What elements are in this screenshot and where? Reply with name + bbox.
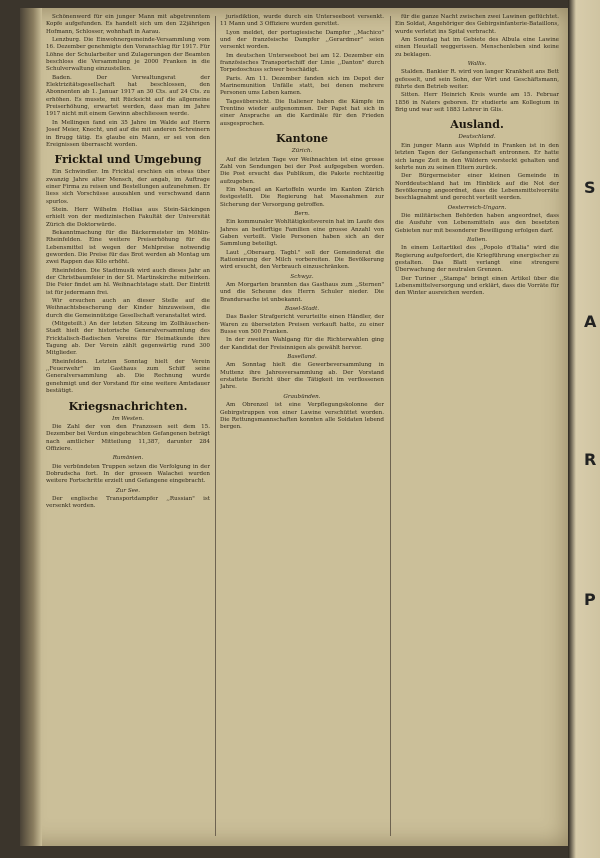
subsection-heading: Deutschland. — [458, 134, 496, 141]
section-heading: Ausland. — [450, 118, 504, 132]
article-paragraph: Das Basler Strafgericht verurteilte einen Händler, der Waren zu übersetzten Preisen verkauft hatte, zu einer Busse von 500 Franken. — [220, 314, 384, 336]
column-left — [46, 14, 210, 840]
article-paragraph: Bekanntmachung für die Bäckermeister im Möhlin-Rheinfelden. Eine weitere Preiserhöhung für die Lebensmittel ist wegen der Mehlpreise notwendig geworden. Die Preise für das Brot werden ab Montag um zwei Rappen das Kilo erhöht. — [46, 229, 210, 266]
subsection-heading: Bern. — [294, 210, 310, 217]
article-paragraph: jurisdiktion, wurde durch ein Unterseeboot versenkt. 11 Mann und 3 Offiziere wurden gerettet. — [220, 14, 384, 28]
article-paragraph: Die verbündeten Truppen setzen die Verfolgung in der Dobrudscha fort. In der grossen Walachei wurden weitere Fortschritte erzielt und Gefangene eingebracht. — [46, 463, 210, 485]
subsection-heading: Rumänien. — [112, 455, 144, 462]
section-heading: Kantone — [275, 132, 329, 146]
article-paragraph: In einem Leitartikel des ,,Popolo d'Italia" wird die Regierung aufgefordert, die Kriegführung energischer zu gestalten. Das Blatt verlangt eine strengere Überwachung der neutralen Grenzen. — [395, 245, 559, 274]
subsection-heading: Baselland. — [287, 354, 317, 361]
article-paragraph: Lyon meldet, der portugiesische Dampfer ,,Machico" und der französische Dampfer ,,Gerardmer" seien versenkt worden. — [220, 29, 384, 51]
column-rule — [390, 16, 391, 836]
article-paragraph: In der zweiten Wahlgang für die Richterwahlen ging der Kandidat der Freisinnigen als gewählt hervor. — [220, 337, 384, 351]
article-paragraph: (Mitgeteilt.) An der letzten Sitzung im Zollhäuschen-Stadt hielt der historische Generalversammlung des Fricktalisch-Badischen Vereins für Heimatkunde ihre Tagung ab. Der Verein zählt gegenwärtig rund 300 Mitglieder. — [46, 321, 210, 357]
edge-letter: S — [584, 178, 596, 197]
subsection-heading: Im Westen. — [112, 415, 144, 422]
subsection-heading: Zur See. — [115, 487, 141, 494]
article-paragraph: Am Obrenzel ist eine Verpflegungskolonne der Gebirgstruppen von einer Lawine verschüttet worden. Die Rettungsmannschaften konnten alle Soldaten lebend bergen. — [220, 402, 384, 431]
article-paragraph: Stalden. Bankier R. wird von langer Krankheit ans Bett gefesselt, und sein Sohn, der Wirt und Geschäftsmann, führte den Betrieb weiter. — [395, 69, 559, 91]
article-paragraph: Ein junger Mann aus Wipfeld in Franken ist in den letzten Tagen der Gefangenschaft entronnen. Er hatte sich lange Zeit in den Wäldern versteckt gehalten und kehrte nun zu seinen Eltern zurück. — [395, 142, 559, 171]
edge-letter: R — [584, 450, 597, 469]
article-paragraph: Auf die letzten Tage vor Weihnachten ist eine grosse Zahl von Sendungen bei der Post aufgegeben worden. Die Post ersucht das Publikum, die Pakete rechtzeitig aufzugeben. — [220, 156, 384, 185]
subsection-heading: Graubünden. — [283, 393, 321, 400]
article-paragraph: Am Morgarten brannten das Gasthaus zum ,,Sternen" und die Scheune des Herrn Schuler nieder. Die Brandursache ist unbekannt. — [220, 282, 384, 303]
article-paragraph: Der Bürgermeister einer kleinen Gemeinde in Norddeutschland hat im Hinblick auf die Not der Bevölkerung angeordnet, dass die Lebensmittelvorräte beschlagnahmt und gerecht verteilt werden. — [395, 173, 559, 202]
edge-letter: P — [584, 590, 596, 609]
article-paragraph: Laut ,,Oberaarg. Tagbl." soll der Gemeinderat die Rationierung der Milch vorbereiten. Die Bevölkerung wird ersucht, den Verbrauch einzuschränken. — [220, 249, 384, 271]
subsection-heading: Wallis. — [467, 61, 487, 68]
article-paragraph: Am Sonntag hielt die Gewerbeversammlung in Muttenz ihre Jahresversammlung ab. Der Vorstand erstattete Bericht über die Tätigkeit im verflossenen Jahre. — [220, 362, 384, 391]
subsection-heading: Schwyz. — [290, 273, 314, 280]
article-paragraph: Am Sonntag hat im Gebiete des Albula eine Lawine einen Heustall weggerissen. Menschenleben sind keine zu beklagen. — [395, 37, 559, 58]
article-paragraph: Wir ersuchen auch an dieser Stelle auf die Weihnachtsbescherung der Kinder hinzuweisen, die durch die Gemeinnützige Gesellschaft veranstaltet wird. — [46, 298, 210, 319]
article-paragraph: Ein kommunaler Wohltätigkeitsverein hat im Laufe des Jahres an bedürftige Familien eine grosse Anzahl von Gaben verteilt. Viele Personen haben sich an der Sammlung beteiligt. — [220, 219, 384, 248]
article-paragraph: Ein Mangel an Kartoffeln wurde im Kanton Zürich festgestellt. Die Regierung hat Massnahmen zur Sicherung der Versorgung getroffen. — [220, 186, 384, 208]
article-paragraph: Rheinfelden. Letzten Sonntag hielt der Verein ,,Feuerwehr" im Gasthaus zum Schiff seine Generalversammlung ab. Die Rechnung wurde genehmigt und der Vorstand für eine weitere Amtsdauer bestätigt. — [46, 358, 210, 395]
article-paragraph: In Mellingen fand ein 35 Jahre im Walde auf Herrn Josef Meier, Knecht, und auf die mit anderen Schreinern in Brugg tätig. Es glaube ein Mann, er sei von den Ereignissen überrascht worden. — [46, 119, 210, 148]
article-paragraph: Tagesübersicht. Die Italiener haben die Kämpfe im Trentino wieder aufgenommen. Der Papst hat sich in einer Ansprache an die Kardinäle für den Frieden ausgesprochen. — [220, 98, 384, 127]
binding-gutter — [20, 8, 42, 846]
section-heading: Kriegsnachrichten. — [68, 399, 188, 413]
column-middle — [220, 14, 384, 840]
column-right — [395, 14, 559, 840]
adjacent-page-edge — [568, 0, 600, 858]
subsection-heading: Zürich. — [291, 148, 313, 155]
article-paragraph: Schönenwerd für ein junger Mann mit abgetrenntem Kopfe aufgefunden. Es handelt sich um den 22jährigen Hofmann, Schlosser, wohnhaft in Aarau. — [46, 14, 210, 35]
article-paragraph: für die ganze Nacht zwischen zwei Lawinen geflüchtet. Ein Soldat, Angehöriger des Gebirgsinfanterie-Bataillons, wurde verletzt ins Spital verbracht. — [395, 14, 559, 35]
newspaper-page — [20, 8, 568, 846]
article-paragraph: Baden. Der Verwaltungsrat der Elektrizitätsgesellschaft hat beschlossen, den Abonnenten ab 1. Januar 1917 an 30 Cts. auf 24 Cts. zu erhöhen. Es musste, mit Rücksicht auf die allgemeine Preiserhöhung, erwartet werden, dass man im Jahre 1917 nicht mit einem Gewinn abschliessen werde. — [46, 74, 210, 118]
subsection-heading: Italien. — [466, 236, 488, 243]
article-paragraph: Ein Schwindler. Im Fricktal erschien ein etwas über zwanzig Jahre alter Mensch, der angab, im Auftrage einer Firma zu reisen und Bestellungen aufzunehmen. Er liess sich Vorschüsse auszahlen und verschwand dann spurlos. — [46, 169, 210, 205]
section-heading: Fricktal und Umgebung — [54, 153, 202, 167]
article-paragraph: Paris. Am 11. Dezember fanden sich im Depot der Marinemunition Unfälle statt, bei denen mehrere Personen ums Leben kamen. — [220, 75, 384, 97]
article-paragraph: Rheinfelden. Die Stadtmusik wird auch dieses Jahr an der Christbaumfeier in der St. Martinskirche mitwirken. Die Feier findet am hl. Weihnachtstage statt. Der Eintritt ist für jedermann frei. — [46, 267, 210, 296]
subsection-heading: Oesterreich-Ungarn. — [447, 204, 507, 211]
article-paragraph: Die militärischen Behörden haben angeordnet, dass die Ausfuhr von Lebensmitteln aus den besetzten Gebieten nur mit besonderer Bewilligung erfolgen darf. — [395, 212, 559, 234]
article-paragraph: Im deutschen Unterseeboot bei am 12. Dezember ein französisches Transportschiff der Linie ,,Danton" durch Torpedoschuss schwer beschädigt. — [220, 52, 384, 74]
article-paragraph: Die Zahl der von den Franzosen seit dem 15. Dezember bei Verdun eingebrachten Gefangenen beträgt nach amtlicher Mitteilung 11,387, darunter 284 Offiziere. — [46, 423, 210, 452]
article-paragraph: Der Turiner ,,Stampa" bringt einen Artikel über die Lebensmittelversorgung und erklärt, dass die Vorräte für den Winter ausreichen werden. — [395, 275, 559, 297]
subsection-heading: Basel-Stadt. — [284, 306, 320, 313]
article-paragraph: Sitten. Herr Heinrich Kreis wurde am 15. Februar 1856 in Naters geboren. Er studierte am Kollegium in Brig und war seit 1883 Lehrer in Glis. — [395, 92, 559, 114]
article-paragraph: Der englische Transportdampfer ,,Russian" ist versenkt worden. — [46, 495, 210, 510]
article-paragraph: Lenzburg. Die Einwohnergemeinde-Versammlung vom 16. Dezember genehmigte den Voranschlag für 1917. Für Löhne der Schularbeiter und Zulagerungen der Beamten beschloss die Versammlung je 2000 Franken in die Schulverwaltung einzustellen. — [46, 37, 210, 73]
edge-letter: A — [584, 312, 597, 331]
column-rule — [215, 16, 216, 836]
article-paragraph: Stein. Herr Wilhelm Hollias aus Stein-Säckingen erhielt von der medizinischen Fakultät der Universität Zürich die Doktorwürde. — [46, 206, 210, 228]
